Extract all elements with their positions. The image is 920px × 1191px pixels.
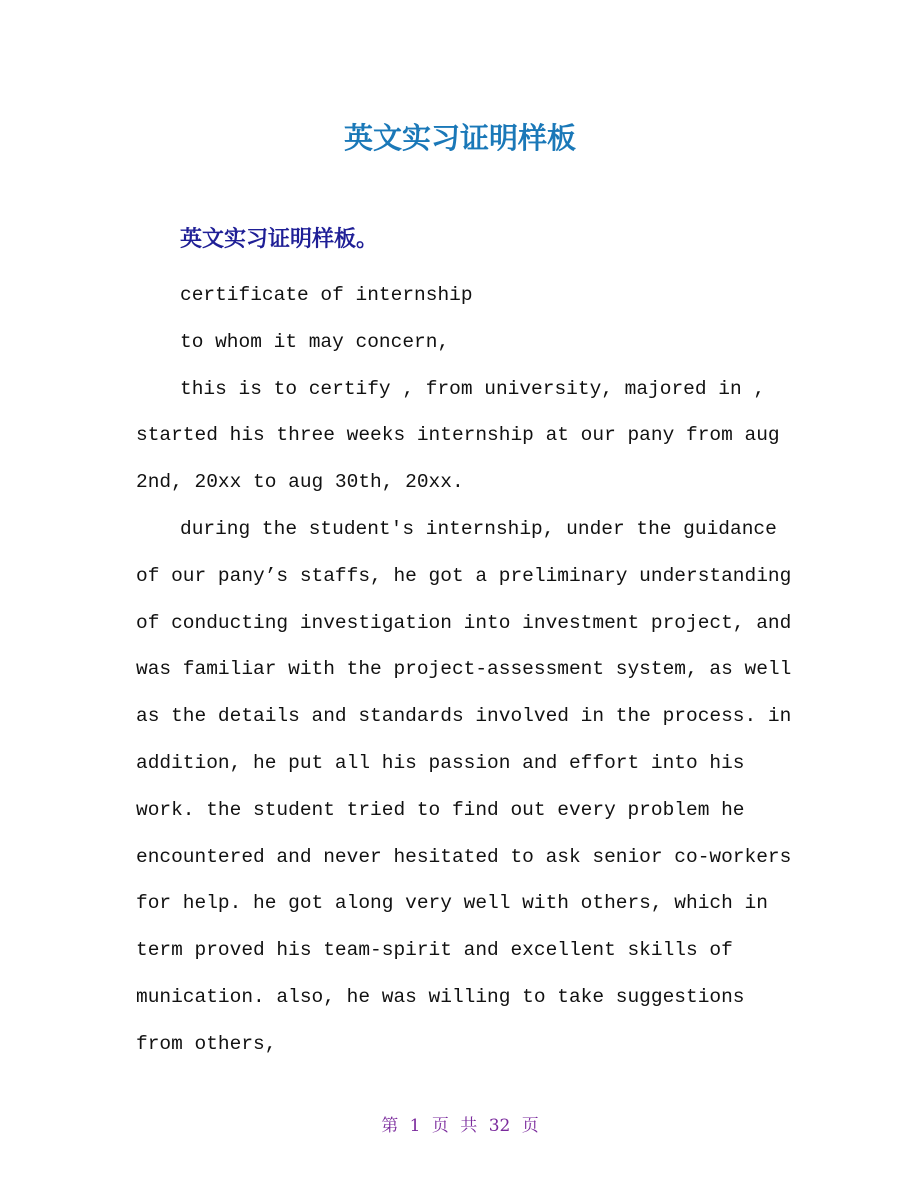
paragraph-certificate-heading: certificate of internship bbox=[180, 284, 473, 306]
page-title: 英文实习证明样板 bbox=[343, 121, 576, 155]
paragraph-certification: this is to certify , from university, majored in , started his three weeks internship at our pany from aug 2nd, 20xx to aug 30th, 20xx. bbox=[136, 377, 780, 494]
paragraph-internship-details: during the student's internship, under the guidance of our pany’s staffs, he got a preliminary understanding of conducting investigation into investment project, and was familiar with the project-assessment system, as well as the details and standards involved in the process. in addition, he put all his passion and effort into his work. the student tried to find out every problem he encountered and never hesitated to ask senior co-workers for help. he got along very well with others, which in term proved his team-spirit and excellent skills of munication. also, he was willing to take suggestions from others, bbox=[136, 517, 792, 1055]
section-subtitle: 英文实习证明样板。 bbox=[180, 227, 379, 252]
document-body bbox=[136, 272, 796, 1068]
page-number-footer: 第 1 页 共 32 页 bbox=[381, 1116, 539, 1136]
paragraph-salutation: to whom it may concern, bbox=[180, 330, 450, 353]
